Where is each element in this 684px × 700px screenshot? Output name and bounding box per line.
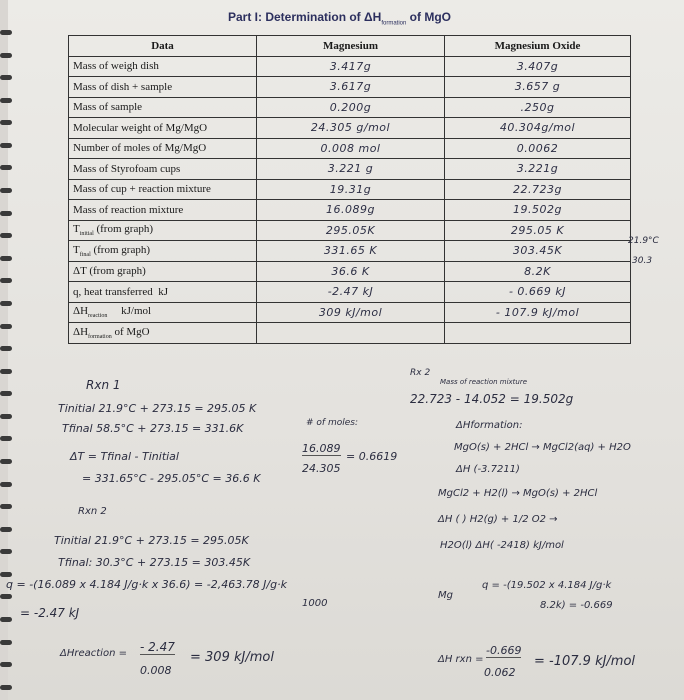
header-data: Data [69,36,257,57]
q-denominator: 1000 [302,598,328,609]
row-label: $\Delta H_{reaction}$ kJ/mol [69,302,257,323]
row-label: Mass of weigh dish [69,56,257,77]
row-label: Mass of cup + reaction mixture [69,179,257,200]
magnesium-oxide-value: 303.45K [445,241,631,262]
table-row [69,56,631,77]
dh2-denominator: 0.062 [484,666,516,679]
moles-label: # of moles: [306,418,358,428]
row-label: q, heat transferred kJ [69,282,257,303]
magnesium-value: 3.617g [257,77,445,98]
table-header-row [69,36,631,57]
equation-1-dh: ΔH (-3.7211) [456,464,520,475]
table-row [69,77,631,98]
dh-reaction-label: ΔHreaction = [60,648,127,659]
moles-numerator: 16.089 [302,442,341,455]
tinitial-rxn2: Tinitial 21.9°C + 273.15 = 295.05K [54,534,249,547]
dh-numerator: - 2.47 [140,640,175,654]
equation-3: H2O(l) ΔH( -2418) kJ/mol [440,540,564,551]
magnesium-value: 309 kJ/mol [257,302,445,323]
row-label: Mass of dish + sample [69,77,257,98]
delta-t-formula: ΔT = Tfinal - Tinitial [70,450,179,463]
magnesium-oxide-value: 3.407g [445,56,631,77]
dh-denominator: 0.008 [140,664,172,677]
magnesium-oxide-value: 40.304g/mol [445,118,631,139]
mass-mixture-calc: 22.723 - 14.052 = 19.502g [410,392,574,406]
margin-note: 30.3 [632,256,653,266]
equation-1: MgO(s) + 2HCl → MgCl2(aq) + H2O [454,442,631,453]
mg-label: Mg [438,590,453,601]
header-magnesium-oxide: Magnesium Oxide [445,36,631,57]
equation-2: MgCl2 + H2(l) → MgO(s) + 2HCl [438,488,598,499]
q-result: = -2.47 kJ [20,606,80,620]
row-label: ΔT (from graph) [69,261,257,282]
row-label: Mass of Styrofoam cups [69,159,257,180]
table-row [69,159,631,180]
moles-denominator: 24.305 [302,462,341,475]
magnesium-value: 24.305 g/mol [257,118,445,139]
row-label: $T_{initial}$ (from graph) [69,220,257,241]
magnesium-value: 295.05K [257,220,445,241]
dh2-numerator: -0.669 [486,644,522,657]
rxn1-label: Rxn 1 [86,378,121,392]
magnesium-oxide-value: 8.2K [445,261,631,282]
row-label: $T_{final}$ (from graph) [69,241,257,262]
data-table [68,35,631,344]
row-label: $\Delta H_{formation}$ of MgO [69,323,257,344]
dh-formation-label: ΔHformation: [456,420,523,431]
dh-result: = 309 kJ/mol [190,650,274,665]
magnesium-value: 16.089g [257,200,445,221]
q2-calc-cont: 8.2k) = -0.669 [540,600,613,611]
magnesium-value: 3.417g [257,56,445,77]
margin-note: 21.9°C [628,236,659,246]
magnesium-value: 0.200g [257,97,445,118]
magnesium-oxide-value: 19.502g [445,200,631,221]
delta-t-calc: = 331.65°C - 295.05°C = 36.6 K [82,472,261,485]
table-row [69,118,631,139]
magnesium-oxide-value: 3.221g [445,159,631,180]
row-label: Molecular weight of Mg/MgO [69,118,257,139]
tfinal-rxn1: Tfinal 58.5°C + 273.15 = 331.6K [62,422,244,435]
magnesium-value: 36.6 K [257,261,445,282]
table-row [69,200,631,221]
table-row [69,220,631,241]
magnesium-oxide-value: 22.723g [445,179,631,200]
row-label: Mass of sample [69,97,257,118]
rxn2-label: Rx 2 [410,368,431,378]
magnesium-oxide-value: 3.657 g [445,77,631,98]
table-row [69,261,631,282]
magnesium-value: 3.221 g [257,159,445,180]
magnesium-oxide-value: - 107.9 kJ/mol [445,302,631,323]
page-title: Part I: Determination of $\Delta H_{formation}$ of MgO [228,10,451,27]
magnesium-value [257,323,445,344]
magnesium-value: 19.31g [257,179,445,200]
magnesium-value: -2.47 kJ [257,282,445,303]
table-row [69,282,631,303]
row-label: Mass of reaction mixture [69,200,257,221]
q2-calc: q = -(19.502 x 4.184 J/g·k [482,580,612,591]
table-row [69,179,631,200]
table-row [69,97,631,118]
row-label: Number of moles of Mg/MgO [69,138,257,159]
rxn2-left-label: Rxn 2 [78,506,107,517]
header-magnesium: Magnesium [257,36,445,57]
tinitial-rxn1: Tinitial 21.9°C + 273.15 = 295.05 K [58,402,257,415]
equation-2-dh: ΔH ( ) H2(g) + 1/2 O2 → [438,514,558,525]
dh2-label: ΔH rxn = [438,654,484,665]
table-row [69,138,631,159]
table-row [69,241,631,262]
magnesium-oxide-value: 295.05 K [445,220,631,241]
magnesium-oxide-value: 0.0062 [445,138,631,159]
magnesium-oxide-value: .250g [445,97,631,118]
magnesium-value: 331.65 K [257,241,445,262]
q-calc: q = -(16.089 x 4.184 J/g·k x 36.6) = -2,463.78 J/g·k [6,578,287,591]
magnesium-value: 0.008 mol [257,138,445,159]
moles-result: = 0.6619 [346,450,398,463]
magnesium-oxide-value [445,323,631,344]
dh2-result: = -107.9 kJ/mol [534,654,636,669]
mass-mixture-note: Mass of reaction mixture [440,378,528,386]
table-row [69,323,631,344]
tfinal-rxn2: Tfinal: 30.3°C + 273.15 = 303.45K [58,556,251,569]
table-row [69,302,631,323]
binder-holes [0,30,14,690]
magnesium-oxide-value: - 0.669 kJ [445,282,631,303]
